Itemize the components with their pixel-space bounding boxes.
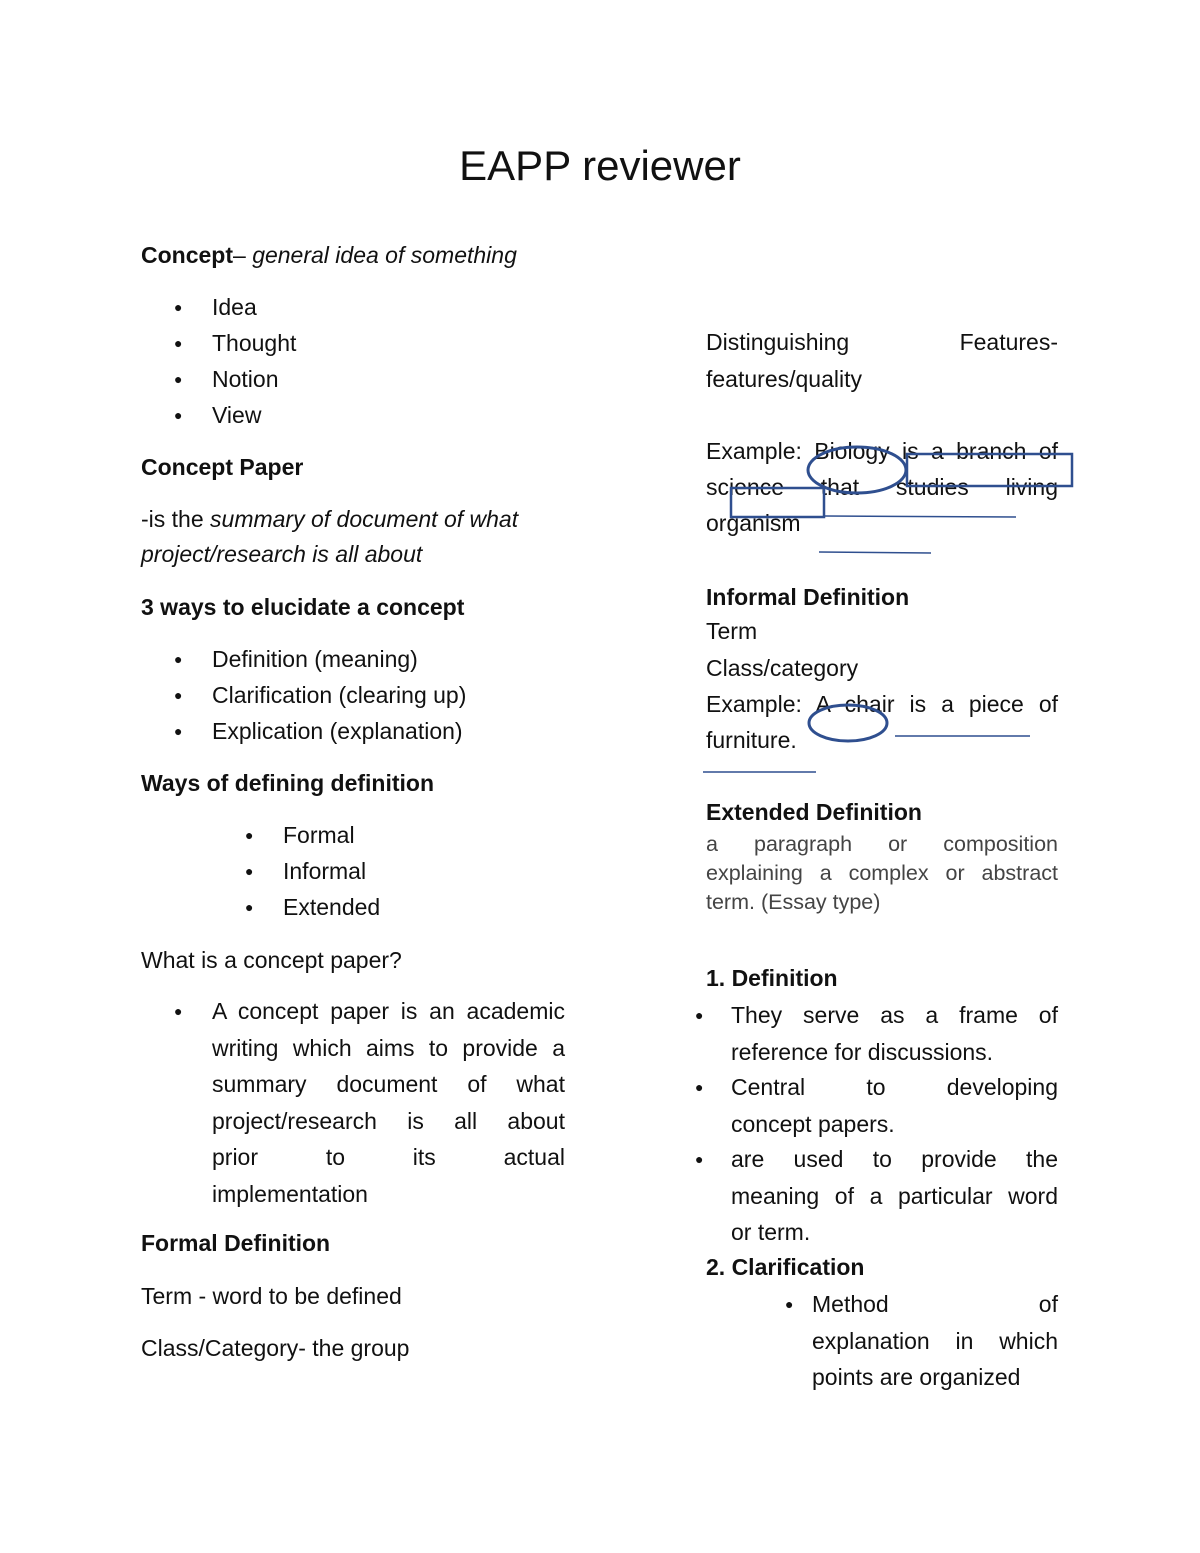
concept-paper-heading: Concept Paper bbox=[141, 454, 304, 480]
concept-item-1: ● Idea bbox=[212, 289, 296, 325]
answer-line-5: prior to its actual bbox=[212, 1144, 565, 1170]
answer-line-3: summary document of what bbox=[212, 1071, 565, 1097]
ways-item-3: ● Explication (explanation) bbox=[212, 713, 466, 749]
extended-line-1: a paragraph or composition bbox=[706, 832, 1058, 856]
section-2-bullet: ● bbox=[785, 1296, 794, 1312]
annotation-circle-chair bbox=[809, 705, 887, 741]
example-chair-line-2: furniture. bbox=[706, 727, 797, 753]
section-1-heading: 1. Definition bbox=[706, 965, 838, 991]
concept-paper-prefix: -is the bbox=[141, 506, 211, 532]
distinguishing-line-2: features/quality bbox=[706, 365, 862, 392]
section-2-heading: 2. Clarification bbox=[706, 1254, 865, 1280]
concept-dash: – bbox=[233, 242, 253, 268]
concept-term: Concept bbox=[141, 242, 233, 268]
concept-item-3: ● Notion bbox=[212, 361, 296, 397]
example-biology-line-2: science that studies living bbox=[706, 474, 1058, 500]
term-line: Term - word to be defined bbox=[141, 1283, 402, 1309]
concept-item-2: ● Thought bbox=[212, 325, 296, 361]
informal-heading: Informal Definition bbox=[706, 584, 910, 610]
question-line: What is a concept paper? bbox=[141, 947, 402, 973]
annotation-underline-2 bbox=[819, 552, 931, 553]
concept-item-4: ● View bbox=[212, 397, 296, 433]
annotation-circle-biology bbox=[808, 447, 906, 493]
section-1-bullet-1: ● bbox=[695, 1007, 704, 1023]
ways-heading: 3 ways to elucidate a concept bbox=[141, 594, 465, 620]
section-1-item-1-line-2: reference for discussions. bbox=[731, 1038, 994, 1065]
annotation-box-science bbox=[731, 488, 824, 517]
ways-item-2: ● Clarification (clearing up) bbox=[212, 677, 466, 713]
class-line: Class/Category- the group bbox=[141, 1335, 410, 1361]
answer-line-1: A concept paper is an academic bbox=[212, 998, 565, 1024]
concept-meaning: general idea of something bbox=[252, 242, 517, 268]
informal-line-2: Class/category bbox=[706, 655, 859, 681]
answer-bullet: ● bbox=[174, 1003, 183, 1019]
example-biology-line-3: organism bbox=[706, 510, 801, 536]
section-2-item-line-2: explanation in which bbox=[812, 1327, 1058, 1354]
section-1-item-2-line-1: Central to developing bbox=[731, 1074, 1058, 1100]
informal-line-1: Term bbox=[706, 618, 758, 644]
example-biology-line-1: Example: Biology is a branch of bbox=[706, 438, 1058, 464]
concept-paper-line-2: project/research is all about bbox=[141, 541, 423, 567]
annotation-box-branch bbox=[907, 454, 1072, 486]
defining-item-3: ● Extended bbox=[283, 889, 380, 925]
page-title: EAPP reviewer bbox=[459, 142, 741, 189]
example-chair-line-1: Example: A chair is a piece of bbox=[706, 691, 1058, 717]
section-1-item-2-line-2: concept papers. bbox=[731, 1110, 895, 1137]
section-2-item-line-3: points are organized bbox=[812, 1364, 1021, 1390]
section-1-item-3-line-3: or term. bbox=[731, 1219, 811, 1245]
answer-line-4: project/research is all about bbox=[212, 1107, 565, 1134]
section-2-item-line-1: Method of bbox=[812, 1291, 1058, 1317]
formal-heading: Formal Definition bbox=[141, 1230, 331, 1256]
section-1-bullet-2: ● bbox=[695, 1079, 704, 1095]
defining-heading: Ways of defining definition bbox=[141, 770, 435, 796]
section-1-item-1-line-1: They serve as a frame of bbox=[731, 1002, 1058, 1028]
section-1-item-3-line-1: are used to provide the bbox=[731, 1146, 1058, 1172]
answer-line-6: implementation bbox=[212, 1180, 368, 1207]
defining-item-1: ● Formal bbox=[283, 817, 380, 853]
ways-item-1: ● Definition (meaning) bbox=[212, 641, 466, 677]
concept-paper-italic: summary of document of what bbox=[210, 506, 519, 532]
extended-line-2: explaining a complex or abstract bbox=[706, 861, 1058, 885]
section-1-item-3-line-2: meaning of a particular word bbox=[731, 1182, 1058, 1209]
defining-item-2: ● Informal bbox=[283, 853, 380, 889]
extended-line-3: term. (Essay type) bbox=[706, 890, 881, 914]
distinguishing-line-1: Distinguishing Features- bbox=[706, 329, 1058, 355]
extended-heading: Extended Definition bbox=[706, 799, 922, 825]
answer-line-2: writing which aims to provide a bbox=[212, 1034, 565, 1061]
annotation-underline-1 bbox=[825, 516, 1016, 517]
section-1-bullet-3: ● bbox=[695, 1151, 704, 1167]
